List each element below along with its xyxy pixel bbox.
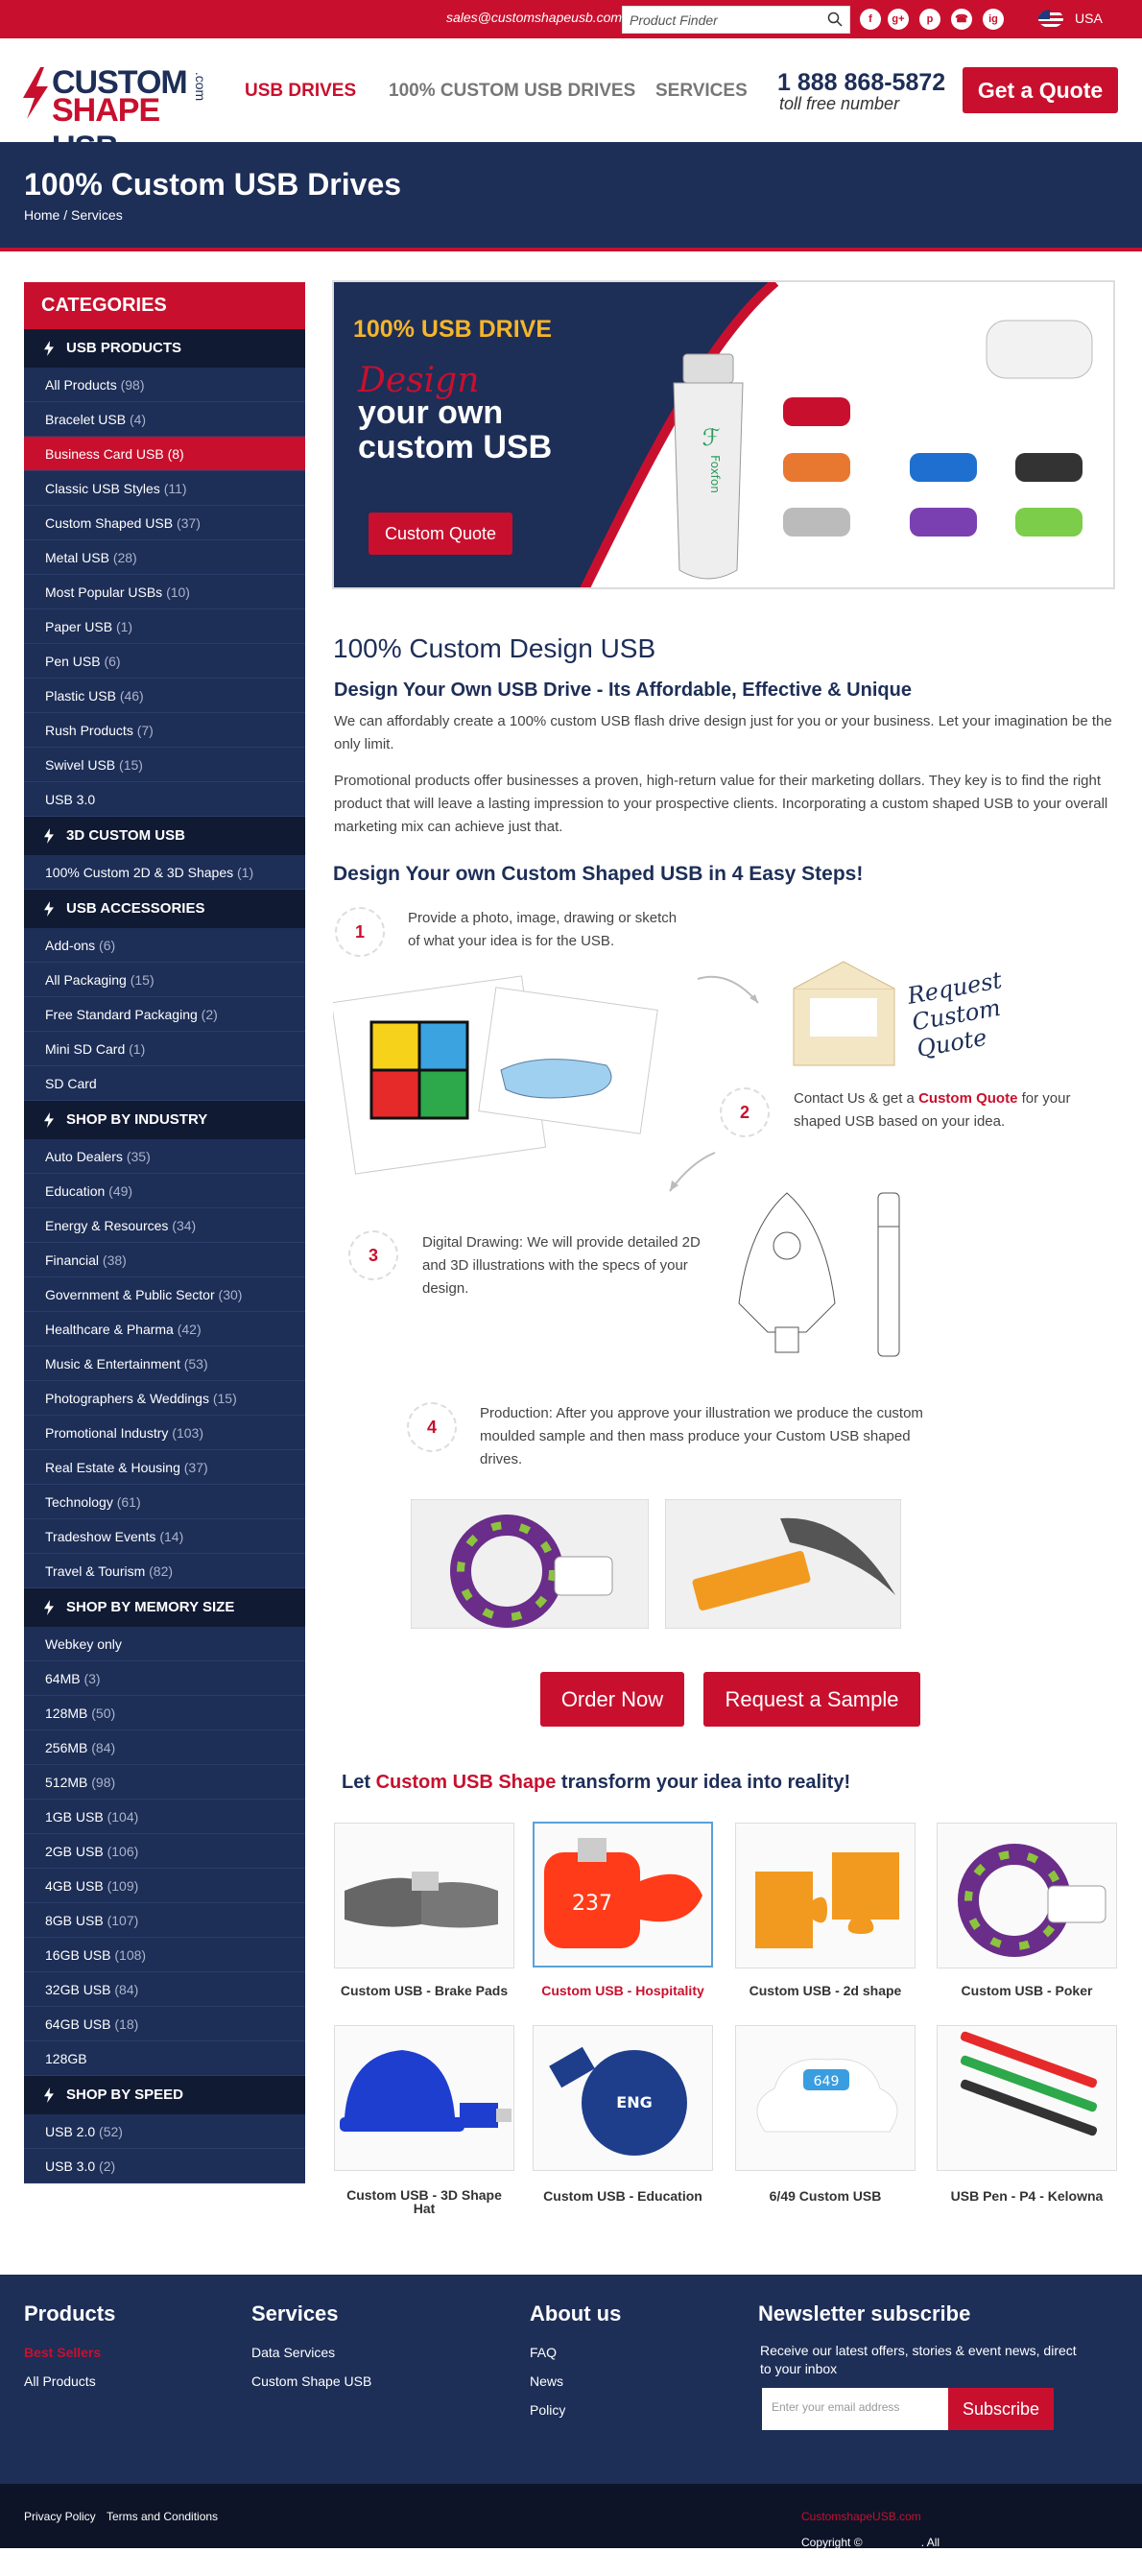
intro-paragraph: We can affordably create a 100% custom USB flash drive design just for you or your business. Let your imagination be the only limit. xyxy=(334,713,1112,752)
transform-heading: Let Custom USB Shape transform your idea into reality! xyxy=(342,1772,851,1793)
sidebar-item[interactable]: Most Popular USBs (10) xyxy=(24,575,305,609)
hard-hat-image xyxy=(335,2026,514,2171)
pinterest-icon[interactable]: p xyxy=(919,9,940,30)
step-3-text: Digital Drawing: We will provide detailed 2D and 3D illustrations with the specs of your design. xyxy=(422,1234,701,1297)
gallery-caption[interactable]: USB Pen - P4 - Kelowna xyxy=(950,2188,1104,2204)
breadcrumb[interactable]: Home / Services xyxy=(24,207,123,223)
section-heading: 100% Custom Design USB xyxy=(333,633,656,663)
facebook-icon[interactable]: f xyxy=(860,9,881,30)
sidebar-item[interactable]: Paper USB (1) xyxy=(24,609,305,644)
sidebar-item[interactable]: Mini SD Card (1) xyxy=(24,1032,305,1066)
logo-com: .com xyxy=(193,71,209,102)
gallery-item-649[interactable] xyxy=(735,2025,916,2171)
sidebar-item[interactable]: 100% Custom 2D & 3D Shapes (1) xyxy=(24,855,305,890)
gallery-item-usb-pen[interactable] xyxy=(937,2025,1117,2171)
poker-chip-image xyxy=(938,1824,1117,1968)
sidebar-item[interactable]: Photographers & Weddings (15) xyxy=(24,1381,305,1416)
arrow-right-icon xyxy=(696,969,763,1008)
footer-newsletter-title: Newsletter subscribe xyxy=(758,2302,971,2326)
footer-link-all-products[interactable]: All Products xyxy=(24,2373,96,2389)
gallery-item-brake-pads[interactable] xyxy=(334,1823,514,1968)
privacy-policy-link[interactable]: Privacy Policy xyxy=(24,2510,96,2523)
sidebar-section-heading: USB ACCESSORIES xyxy=(24,890,305,928)
step-2-badge: 2 xyxy=(720,1087,770,1137)
footer-link-policy[interactable]: Policy xyxy=(530,2402,566,2418)
sidebar-item[interactable]: 1GB USB (104) xyxy=(24,1800,305,1834)
page-hero xyxy=(0,142,1142,251)
categories-sidebar xyxy=(24,282,305,2183)
sidebar-item[interactable]: Bracelet USB (4) xyxy=(24,402,305,437)
sidebar-item[interactable]: Music & Entertainment (53) xyxy=(24,1347,305,1381)
footer-products-title: Products xyxy=(24,2302,116,2326)
sidebar-item[interactable]: 16GB USB (108) xyxy=(24,1938,305,1972)
googleplus-icon[interactable]: g+ xyxy=(888,9,909,30)
newsletter-email-input[interactable]: Enter your email address xyxy=(762,2388,948,2430)
get-quote-button[interactable]: Get a Quote xyxy=(963,67,1118,113)
email-link[interactable]: sales@customshapeusb.com xyxy=(446,10,623,25)
site-logo[interactable] xyxy=(21,64,209,129)
product-finder-input[interactable] xyxy=(622,6,850,34)
subscribe-button[interactable]: Subscribe xyxy=(948,2388,1054,2430)
promo-paragraph: Promotional products offer businesses a proven, high-return value for their marketing dollars. They key is to find the right product that will leave a lasting impression to your prospective clients. Incorporating a custom shaped USB to your overall marketing mix can achieve just that. xyxy=(334,773,1108,835)
gallery-caption[interactable]: Custom USB - Poker xyxy=(961,1983,1093,1998)
nav-usb-drives[interactable]: USB DRIVES xyxy=(245,81,357,101)
sidebar-item[interactable]: All Packaging (15) xyxy=(24,963,305,997)
sidebar-item[interactable]: Metal USB (28) xyxy=(24,540,305,575)
sidebar-item[interactable]: 8GB USB (107) xyxy=(24,1903,305,1938)
footer-bottom-bar xyxy=(0,2484,1142,2576)
gallery-caption[interactable]: Custom USB - 2d shape xyxy=(749,1983,902,1998)
site-footer xyxy=(0,2275,1142,2484)
svg-text:649: 649 xyxy=(813,2074,840,2089)
sidebar-item[interactable]: 64GB USB (18) xyxy=(24,2007,305,2041)
brake-pads-image xyxy=(335,1824,514,1968)
sidebar-item[interactable]: Technology (61) xyxy=(24,1485,305,1519)
gallery-item-poker[interactable] xyxy=(937,1823,1117,1968)
phone-icon[interactable]: ☎ xyxy=(951,9,972,30)
page-title: 100% Custom USB Drives xyxy=(24,167,402,202)
sidebar-item[interactable]: Rush Products (7) xyxy=(24,713,305,748)
sidebar-item[interactable]: Add-ons (6) xyxy=(24,928,305,963)
logo-line1: CUSTOM xyxy=(52,64,187,101)
sidebar-item[interactable]: Tradeshow Events (14) xyxy=(24,1519,305,1554)
gallery-caption[interactable]: Custom USB - Education xyxy=(543,2188,702,2204)
usb-pens-image xyxy=(938,2026,1117,2171)
arrow-left-icon xyxy=(662,1148,720,1196)
sketch-cube-image xyxy=(333,969,659,1190)
footer-link-best-sellers[interactable]: Best Sellers xyxy=(24,2345,102,2360)
footer-services-title: Services xyxy=(251,2302,339,2326)
logo-line2: SHAPE xyxy=(52,92,160,129)
puzzle-image xyxy=(736,1824,916,1968)
order-now-button[interactable]: Order Now xyxy=(540,1672,684,1727)
sidebar-section-heading: SHOP BY SPEED xyxy=(24,2076,305,2114)
footer-link-news[interactable]: News xyxy=(530,2373,564,2389)
sidebar-item[interactable]: Real Estate & Housing (37) xyxy=(24,1450,305,1485)
step-2-text: Contact Us & get a Custom Quote for your shaped USB based on your idea. xyxy=(794,1090,1071,1130)
step-1-text: Provide a photo, image, drawing or sketch of what your idea is for the USB. xyxy=(408,910,678,949)
footer-link-faq[interactable]: FAQ xyxy=(530,2345,558,2360)
sidebar-item[interactable]: Financial (38) xyxy=(24,1243,305,1277)
sidebar-section-heading: 3D CUSTOM USB xyxy=(24,817,305,855)
sidebar-item[interactable]: Travel & Tourism (82) xyxy=(24,1554,305,1588)
nav-services[interactable]: SERVICES xyxy=(655,81,748,101)
gallery-item-2d-shape[interactable] xyxy=(735,1823,916,1968)
sidebar-item[interactable]: Plastic USB (46) xyxy=(24,679,305,713)
poker-usb-image xyxy=(411,1499,649,1629)
gallery-caption[interactable]: Custom USB - Brake Pads xyxy=(340,1983,509,1998)
instagram-icon[interactable]: ig xyxy=(983,9,1004,30)
country-selector[interactable]: USA xyxy=(1075,11,1103,26)
footer-link-custom-shape[interactable]: Custom Shape USB xyxy=(251,2373,372,2389)
gallery-item-education[interactable] xyxy=(533,2025,713,2171)
banner-design-script: Design xyxy=(358,361,480,400)
sidebar-item[interactable]: SD Card xyxy=(24,1066,305,1101)
sidebar-item[interactable]: Auto Dealers (35) xyxy=(24,1139,305,1174)
bolt-logo-icon xyxy=(21,67,50,119)
steps-heading: Design Your own Custom Shaped USB in 4 Easy Steps! xyxy=(333,863,864,885)
banner-tag: 100% USB DRIVE xyxy=(353,316,553,343)
step-3-badge: 3 xyxy=(348,1230,398,1280)
svg-text:ENG: ENG xyxy=(616,2093,653,2111)
sidebar-item[interactable]: Healthcare & Pharma (42) xyxy=(24,1312,305,1347)
sidebar-item[interactable]: Energy & Resources (34) xyxy=(24,1208,305,1243)
gallery-caption[interactable]: Custom USB - 3D Shape Hat xyxy=(346,2187,502,2216)
sidebar-section-heading: SHOP BY INDUSTRY xyxy=(24,1101,305,1139)
custom-quote-link[interactable]: Custom Quote xyxy=(918,1090,1018,1107)
copyright: Copyright © CustomshapeUSB.com . All Rights Reserved. xyxy=(801,2510,974,2576)
sidebar-item[interactable]: Pen USB (6) xyxy=(24,644,305,679)
sidebar-item[interactable]: Swivel USB (15) xyxy=(24,748,305,782)
car-charger-main-image xyxy=(674,354,743,579)
education-gear-image xyxy=(534,2026,713,2171)
sidebar-item[interactable]: 32GB USB (84) xyxy=(24,1972,305,2007)
svg-text:Foxfon: Foxfon xyxy=(708,455,722,493)
site-header xyxy=(0,38,1142,142)
svg-text:ℱ: ℱ xyxy=(702,424,721,451)
step-4-badge: 4 xyxy=(407,1402,457,1452)
phone-note: toll free number xyxy=(779,94,900,113)
custom-quote-button[interactable]: Custom Quote xyxy=(369,513,512,555)
request-sample-button[interactable]: Request a Sample xyxy=(703,1672,920,1727)
gallery-caption[interactable]: Custom USB - Hospitality xyxy=(541,1983,704,1998)
nav-custom-usb-drives[interactable]: 100% CUSTOM USB DRIVES xyxy=(389,81,636,101)
lotto-cloud-image xyxy=(736,2026,916,2171)
sidebar-item[interactable]: 64MB (3) xyxy=(24,1661,305,1696)
hospitality-image xyxy=(535,1824,713,1968)
terms-link[interactable]: Terms and Conditions xyxy=(107,2510,219,2523)
sidebar-section-heading: SHOP BY MEMORY SIZE xyxy=(24,1588,305,1627)
request-quote-script: Request Custom Quote xyxy=(905,966,1005,1063)
sidebar-section-heading: USB PRODUCTS xyxy=(24,329,305,368)
footer-about-title: About us xyxy=(530,2302,622,2326)
sidebar-item[interactable]: Education (49) xyxy=(24,1174,305,1208)
gallery-item-hospitality[interactable] xyxy=(533,1822,713,1968)
sidebar-item[interactable]: Business Card USB (8) xyxy=(24,437,305,471)
sidebar-item[interactable]: 2GB USB (106) xyxy=(24,1834,305,1869)
sidebar-item[interactable]: Webkey only xyxy=(24,1627,305,1661)
envelope-image xyxy=(789,960,904,1075)
step-1-badge: 1 xyxy=(335,907,385,957)
sidebar-item[interactable]: 256MB (84) xyxy=(24,1730,305,1765)
section-subheading: Design Your Own USB Drive - Its Affordable, Effective & Unique xyxy=(334,680,912,701)
gallery-item-3d-hat[interactable] xyxy=(334,2025,514,2171)
technical-drawing-image xyxy=(729,1188,921,1361)
promo-banner xyxy=(332,280,1115,589)
gallery-caption[interactable]: 6/49 Custom USB xyxy=(769,2188,882,2204)
step-4-text: Production: After you approve your illustration we produce the custom moulded sample and then mass produce your Custom USB shaped drives. xyxy=(480,1405,923,1467)
sidebar-item[interactable]: USB 3.0 xyxy=(24,782,305,817)
newsletter-text: Receive our latest offers, stories & event news, direct to your inbox xyxy=(760,2343,1077,2376)
us-flag-icon[interactable] xyxy=(1038,10,1063,28)
categories-heading: CATEGORIES xyxy=(24,282,305,329)
sidebar-item[interactable]: Promotional Industry (103) xyxy=(24,1416,305,1450)
sidebar-item[interactable]: 512MB (98) xyxy=(24,1765,305,1800)
sidebar-item[interactable]: 4GB USB (109) xyxy=(24,1869,305,1903)
search-icon[interactable] xyxy=(827,12,843,27)
banner-headline: your own custom USB xyxy=(358,394,553,465)
sidebar-item[interactable]: All Products (98) xyxy=(24,368,305,402)
sidebar-item[interactable]: Custom Shaped USB (37) xyxy=(24,506,305,540)
svg-text:237: 237 xyxy=(572,1892,612,1916)
footer-link-data-services[interactable]: Data Services xyxy=(251,2345,336,2360)
sidebar-item[interactable]: 128MB (50) xyxy=(24,1696,305,1730)
sidebar-item[interactable]: Government & Public Sector (30) xyxy=(24,1277,305,1312)
sidebar-item[interactable]: USB 2.0 (52) xyxy=(24,2114,305,2149)
sidebar-item[interactable]: Free Standard Packaging (2) xyxy=(24,997,305,1032)
hammer-usb-image xyxy=(665,1499,901,1629)
product-finder-placeholder: Product Finder xyxy=(630,12,718,28)
sidebar-item[interactable]: 128GB xyxy=(24,2041,305,2076)
car-charger-variants xyxy=(783,321,1092,537)
phone-number[interactable]: 1 888 868-5872 xyxy=(777,69,946,96)
sidebar-item[interactable]: USB 3.0 (2) xyxy=(24,2149,305,2183)
sidebar-item[interactable]: Classic USB Styles (11) xyxy=(24,471,305,506)
top-bar xyxy=(0,0,1142,38)
